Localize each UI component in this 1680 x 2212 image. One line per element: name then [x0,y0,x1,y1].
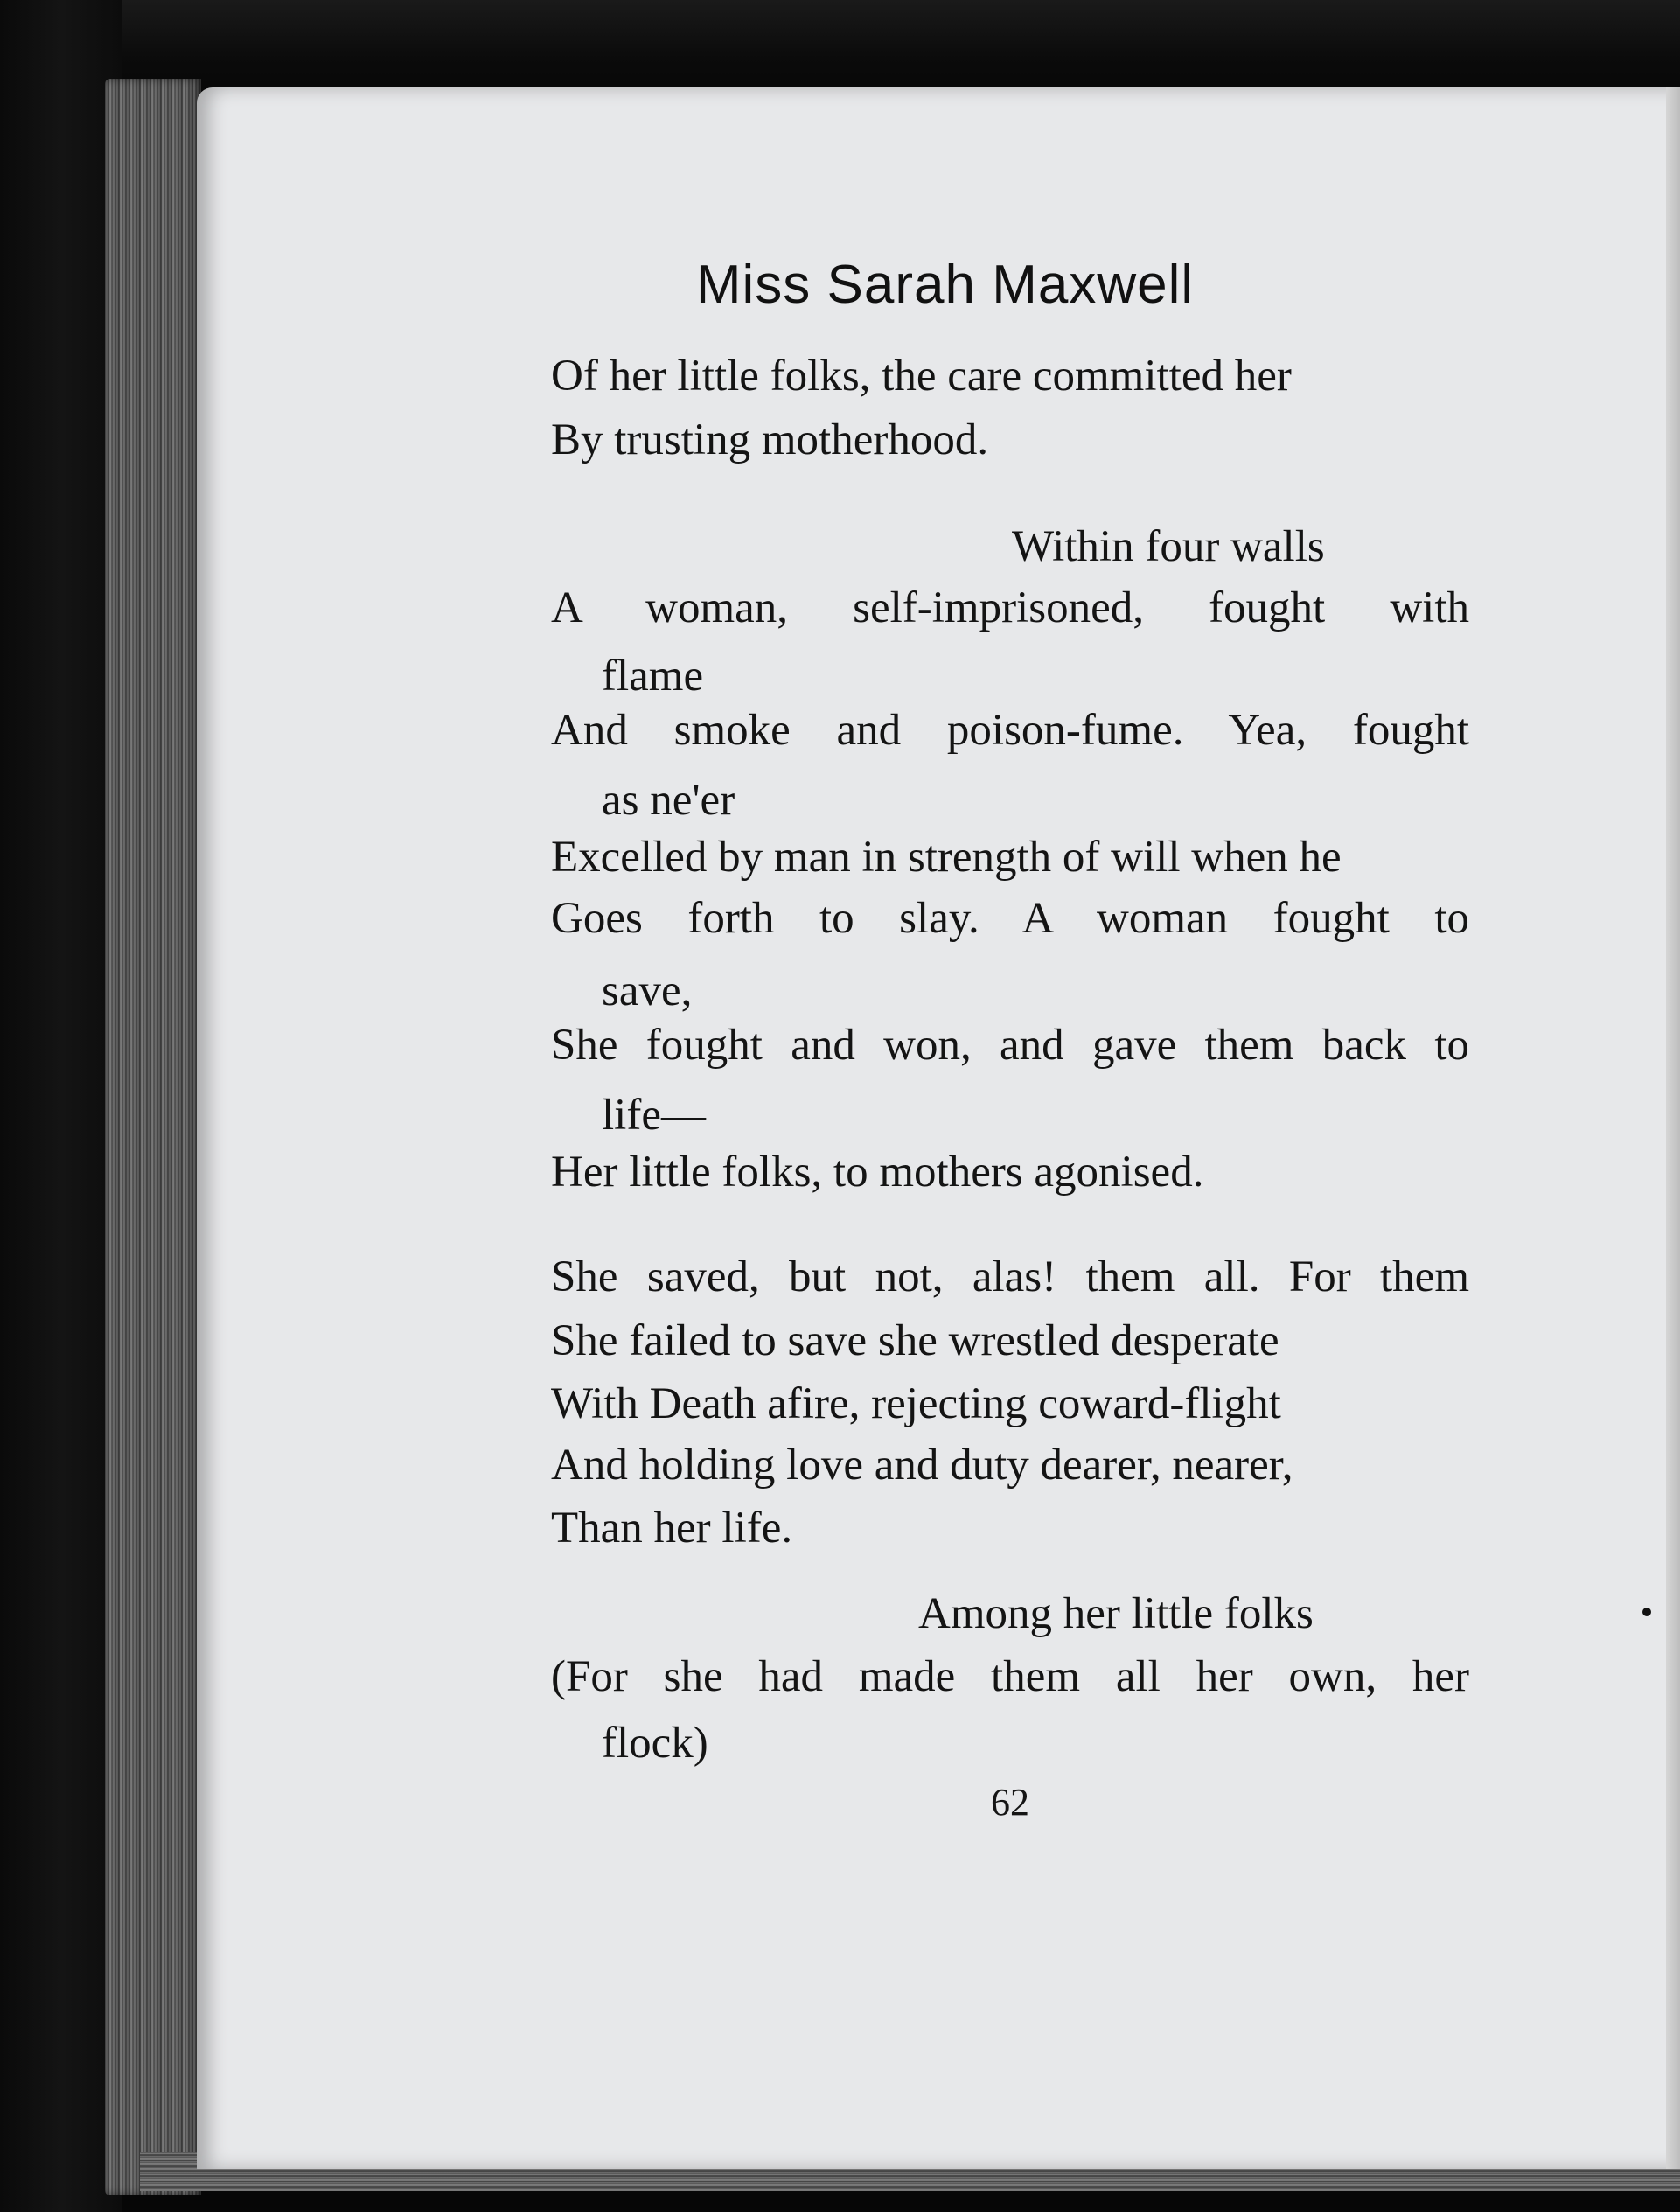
poem-line: (For she had made them all her own, her [551,1652,1469,1701]
poem-line: And smoke and poison-fume. Yea, fought [551,706,1469,755]
poem-line: Than her life. [551,1504,793,1553]
poem-line: Among her little folks [918,1589,1314,1638]
poem-line: Of her little folks, the care committed her [551,352,1292,401]
page-right-edge [1666,87,1680,2169]
poem-line: She failed to save she wrestled desperate [551,1316,1279,1365]
poem-line: Excelled by man in strength of will when he [551,833,1342,882]
poem-line: as ne'er [602,776,735,825]
running-head: Miss Sarah Maxwell [695,255,1195,315]
poem-line: With Death afire, rejecting coward-flight [551,1379,1281,1428]
book-page-edges [105,79,201,2195]
poem-line: She fought and won, and gave them back to [551,1021,1469,1070]
poem-line: She saved, but not, alas! them all. For them [551,1253,1469,1301]
poem-line: By trusting motherhood. [551,415,989,464]
scanner-background-left [0,0,122,2212]
poem-line: A woman, self-imprisoned, fought with [551,583,1469,632]
poem-line: Her little folks, to mothers agonised. [551,1148,1204,1197]
poem-line: flame [602,652,704,701]
scanner-background-top [0,0,1680,96]
poem-line: life— [602,1091,706,1140]
poem-line: save, [602,966,693,1015]
poem-line: And holding love and duty dearer, nearer, [551,1441,1293,1490]
poem-line: flock) [602,1719,708,1768]
scan-speck [1642,1608,1651,1616]
poem-line: Goes forth to slay. A woman fought to [551,894,1469,943]
page-number: 62 [991,1781,1029,1824]
poem-line: Within four walls [1012,522,1325,571]
